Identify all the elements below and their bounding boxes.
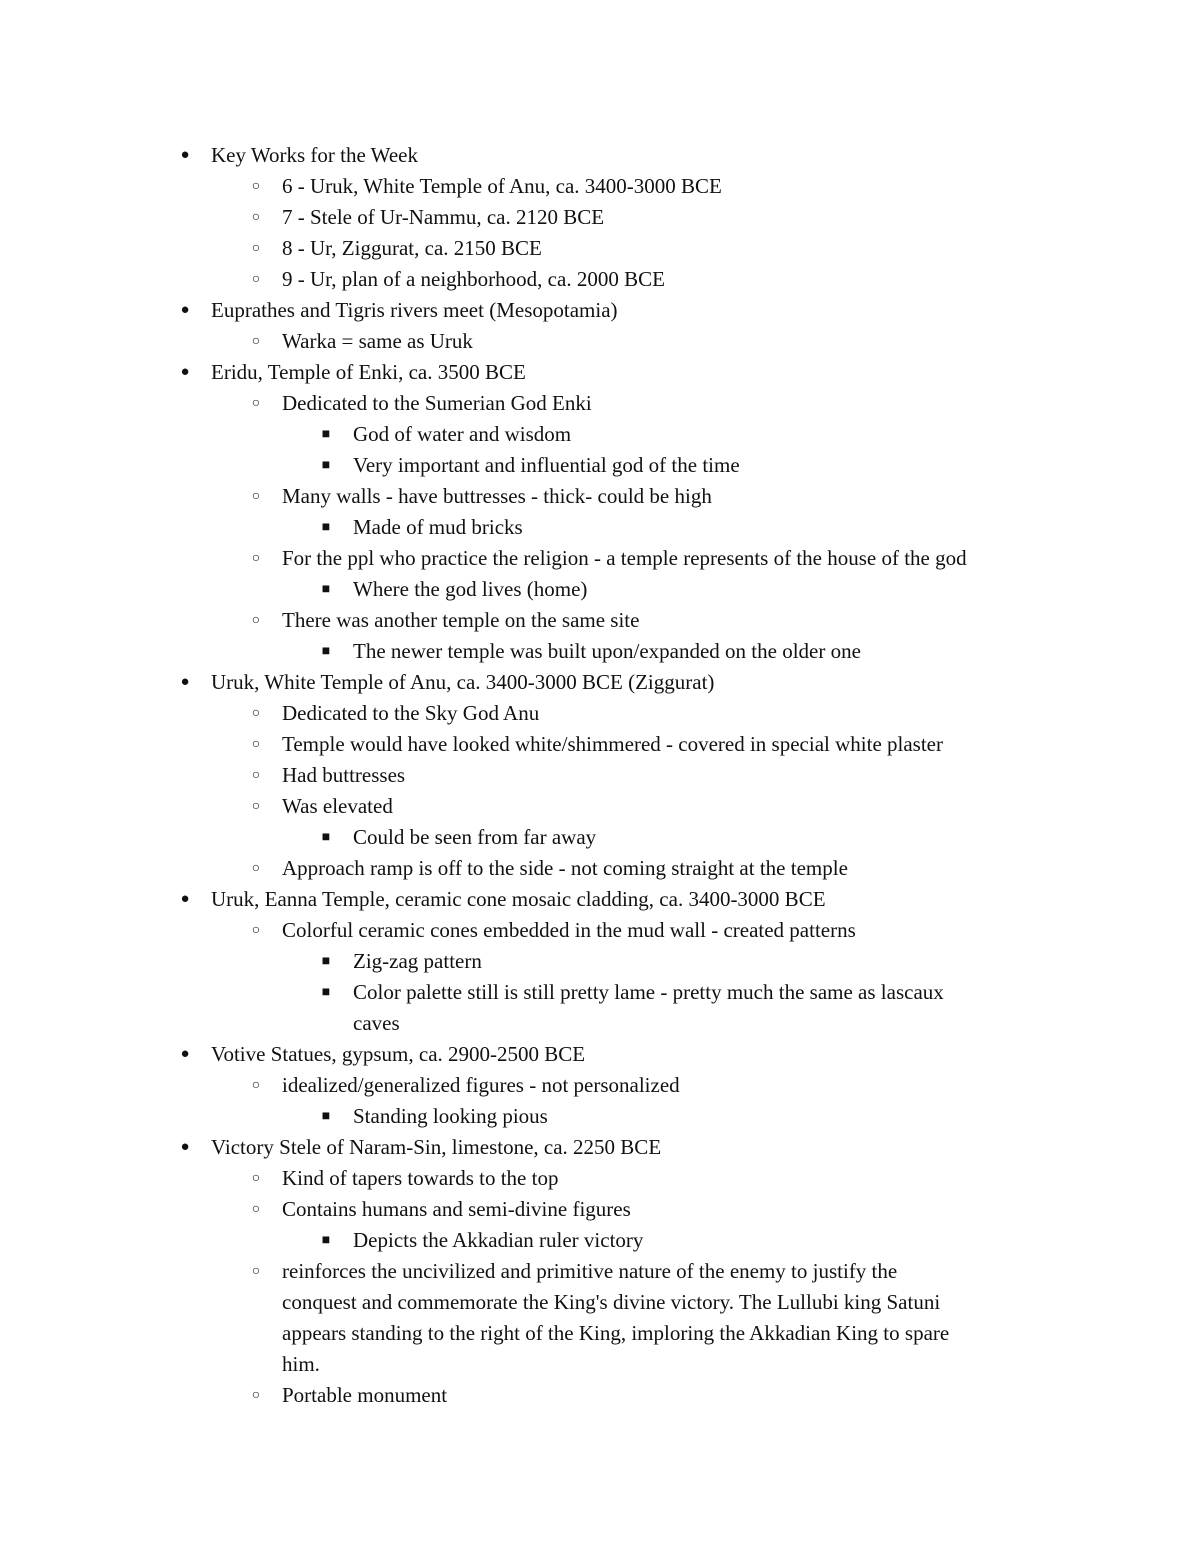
hollow-circle-bullet-icon: ○	[251, 241, 261, 256]
list-item-text: 9 - Ur, plan of a neighborhood, ca. 2000 BCE	[282, 267, 665, 291]
list-item-level-2	[0, 1163, 1200, 1194]
hollow-circle-bullet-icon: ○	[251, 1202, 261, 1217]
list-item-level-3	[0, 419, 1200, 450]
list-item-text: Victory Stele of Naram-Sin, limestone, ca. 2250 BCE	[211, 1135, 662, 1159]
list-item-level-2	[0, 605, 1200, 636]
list-item-text: For the ppl who practice the religion - a temple represents of the house of the god	[282, 546, 967, 570]
filled-circle-bullet-icon: ●	[180, 891, 190, 907]
list-item-level-2	[0, 171, 1200, 202]
list-item-level-2	[0, 698, 1200, 729]
square-bullet-icon: ■	[321, 1109, 331, 1124]
square-bullet-icon: ■	[321, 520, 331, 535]
list-item-text: There was another temple on the same site	[282, 608, 640, 632]
document-page	[0, 140, 1200, 1411]
list-item-level-1	[0, 884, 1200, 915]
list-item-level-2	[0, 760, 1200, 791]
hollow-circle-bullet-icon: ○	[251, 706, 261, 721]
list-item-continuation	[0, 1318, 1200, 1349]
list-item-text: Zig-zag pattern	[353, 949, 482, 973]
list-item-level-1	[0, 357, 1200, 388]
list-item-continuation	[0, 1287, 1200, 1318]
list-item-level-3	[0, 946, 1200, 977]
list-item-level-1	[0, 1039, 1200, 1070]
filled-circle-bullet-icon: ●	[180, 147, 190, 163]
list-item-level-2	[0, 202, 1200, 233]
square-bullet-icon: ■	[321, 954, 331, 969]
hollow-circle-bullet-icon: ○	[251, 210, 261, 225]
list-item-level-3	[0, 636, 1200, 667]
list-item-text: Kind of tapers towards to the top	[282, 1166, 559, 1190]
list-item-level-3	[0, 1101, 1200, 1132]
hollow-circle-bullet-icon: ○	[251, 923, 261, 938]
hollow-circle-bullet-icon: ○	[251, 768, 261, 783]
hollow-circle-bullet-icon: ○	[251, 737, 261, 752]
hollow-circle-bullet-icon: ○	[251, 272, 261, 287]
list-item-text: Warka = same as Uruk	[282, 329, 473, 353]
list-item-level-2	[0, 853, 1200, 884]
square-bullet-icon: ■	[321, 985, 331, 1000]
filled-circle-bullet-icon: ●	[180, 674, 190, 690]
list-item-level-1	[0, 667, 1200, 698]
list-item-text: Dedicated to the Sky God Anu	[282, 701, 540, 725]
list-item-text: Portable monument	[282, 1383, 448, 1407]
filled-circle-bullet-icon: ●	[180, 1139, 190, 1155]
list-item-text: Made of mud bricks	[353, 515, 523, 539]
list-item-level-2	[0, 1256, 1200, 1287]
list-item-level-3	[0, 574, 1200, 605]
list-item-text: God of water and wisdom	[353, 422, 572, 446]
list-item-level-1	[0, 1132, 1200, 1163]
list-item-level-1	[0, 295, 1200, 326]
list-item-text: Uruk, White Temple of Anu, ca. 3400-3000 BCE (Ziggurat)	[211, 670, 715, 694]
list-item-level-2	[0, 264, 1200, 295]
hollow-circle-bullet-icon: ○	[251, 1171, 261, 1186]
hollow-circle-bullet-icon: ○	[251, 334, 261, 349]
square-bullet-icon: ■	[321, 644, 331, 659]
list-item-text: 8 - Ur, Ziggurat, ca. 2150 BCE	[282, 236, 542, 260]
list-item-text: 7 - Stele of Ur-Nammu, ca. 2120 BCE	[282, 205, 605, 229]
list-item-level-2	[0, 1194, 1200, 1225]
list-item-level-2	[0, 729, 1200, 760]
list-item-text: Contains humans and semi-divine figures	[282, 1197, 631, 1221]
hollow-circle-bullet-icon: ○	[251, 1388, 261, 1403]
list-item-text: Uruk, Eanna Temple, ceramic cone mosaic cladding, ca. 3400-3000 BCE	[211, 887, 826, 911]
square-bullet-icon: ■	[321, 830, 331, 845]
list-item-text: Was elevated	[282, 794, 393, 818]
list-item-text: 6 - Uruk, White Temple of Anu, ca. 3400-3000 BCE	[282, 174, 722, 198]
list-item-text: Many walls - have buttresses - thick- could be high	[282, 484, 712, 508]
hollow-circle-bullet-icon: ○	[251, 861, 261, 876]
list-item-text: Color palette still is still pretty lame - pretty much the same as lascaux	[353, 980, 944, 1004]
list-item-text: Standing looking pious	[353, 1104, 548, 1128]
hollow-circle-bullet-icon: ○	[251, 613, 261, 628]
list-item-text: Colorful ceramic cones embedded in the mud wall - created patterns	[282, 918, 856, 942]
list-item-level-2	[0, 326, 1200, 357]
list-item-continuation	[0, 1008, 1200, 1039]
list-item-text: Could be seen from far away	[353, 825, 597, 849]
hollow-circle-bullet-icon: ○	[251, 1078, 261, 1093]
list-item-text: Dedicated to the Sumerian God Enki	[282, 391, 592, 415]
list-item-level-2	[0, 915, 1200, 946]
list-item-text: Key Works for the Week	[211, 143, 418, 167]
square-bullet-icon: ■	[321, 1233, 331, 1248]
list-item-level-2	[0, 481, 1200, 512]
hollow-circle-bullet-icon: ○	[251, 799, 261, 814]
list-item-level-1	[0, 140, 1200, 171]
filled-circle-bullet-icon: ●	[180, 1046, 190, 1062]
hollow-circle-bullet-icon: ○	[251, 1264, 261, 1279]
list-item-text: appears standing to the right of the King, imploring the Akkadian King to spare	[282, 1321, 950, 1345]
list-item-level-2	[0, 388, 1200, 419]
filled-circle-bullet-icon: ●	[180, 364, 190, 380]
list-item-text: caves	[353, 1011, 400, 1035]
hollow-circle-bullet-icon: ○	[251, 179, 261, 194]
list-item-text: Eridu, Temple of Enki, ca. 3500 BCE	[211, 360, 526, 384]
list-item-text: him.	[282, 1352, 320, 1376]
list-item-text: Votive Statues, gypsum, ca. 2900-2500 BCE	[211, 1042, 586, 1066]
square-bullet-icon: ■	[321, 582, 331, 597]
list-item-text: Had buttresses	[282, 763, 406, 787]
list-item-level-2	[0, 543, 1200, 574]
hollow-circle-bullet-icon: ○	[251, 551, 261, 566]
square-bullet-icon: ■	[321, 458, 331, 473]
hollow-circle-bullet-icon: ○	[251, 489, 261, 504]
list-item-text: Where the god lives (home)	[353, 577, 588, 601]
list-item-level-2	[0, 791, 1200, 822]
list-item-level-3	[0, 822, 1200, 853]
hollow-circle-bullet-icon: ○	[251, 396, 261, 411]
list-item-level-3	[0, 977, 1200, 1008]
list-item-text: reinforces the uncivilized and primitive nature of the enemy to justify the	[282, 1259, 898, 1283]
list-item-text: Depicts the Akkadian ruler victory	[353, 1228, 644, 1252]
list-item-level-3	[0, 512, 1200, 543]
list-item-level-2	[0, 1380, 1200, 1411]
list-item-text: conquest and commemorate the King's divine victory. The Lullubi king Satuni	[282, 1290, 941, 1314]
list-item-text: Approach ramp is off to the side - not coming straight at the temple	[282, 856, 848, 880]
list-item-continuation	[0, 1349, 1200, 1380]
list-item-level-2	[0, 1070, 1200, 1101]
filled-circle-bullet-icon: ●	[180, 302, 190, 318]
list-item-text: Very important and influential god of the time	[353, 453, 740, 477]
list-item-text: idealized/generalized figures - not personalized	[282, 1073, 680, 1097]
list-item-level-3	[0, 1225, 1200, 1256]
list-item-level-3	[0, 450, 1200, 481]
list-item-text: Euprathes and Tigris rivers meet (Mesopotamia)	[211, 298, 618, 322]
list-item-level-2	[0, 233, 1200, 264]
list-item-text: Temple would have looked white/shimmered - covered in special white plaster	[282, 732, 943, 756]
square-bullet-icon: ■	[321, 427, 331, 442]
list-item-text: The newer temple was built upon/expanded on the older one	[353, 639, 861, 663]
